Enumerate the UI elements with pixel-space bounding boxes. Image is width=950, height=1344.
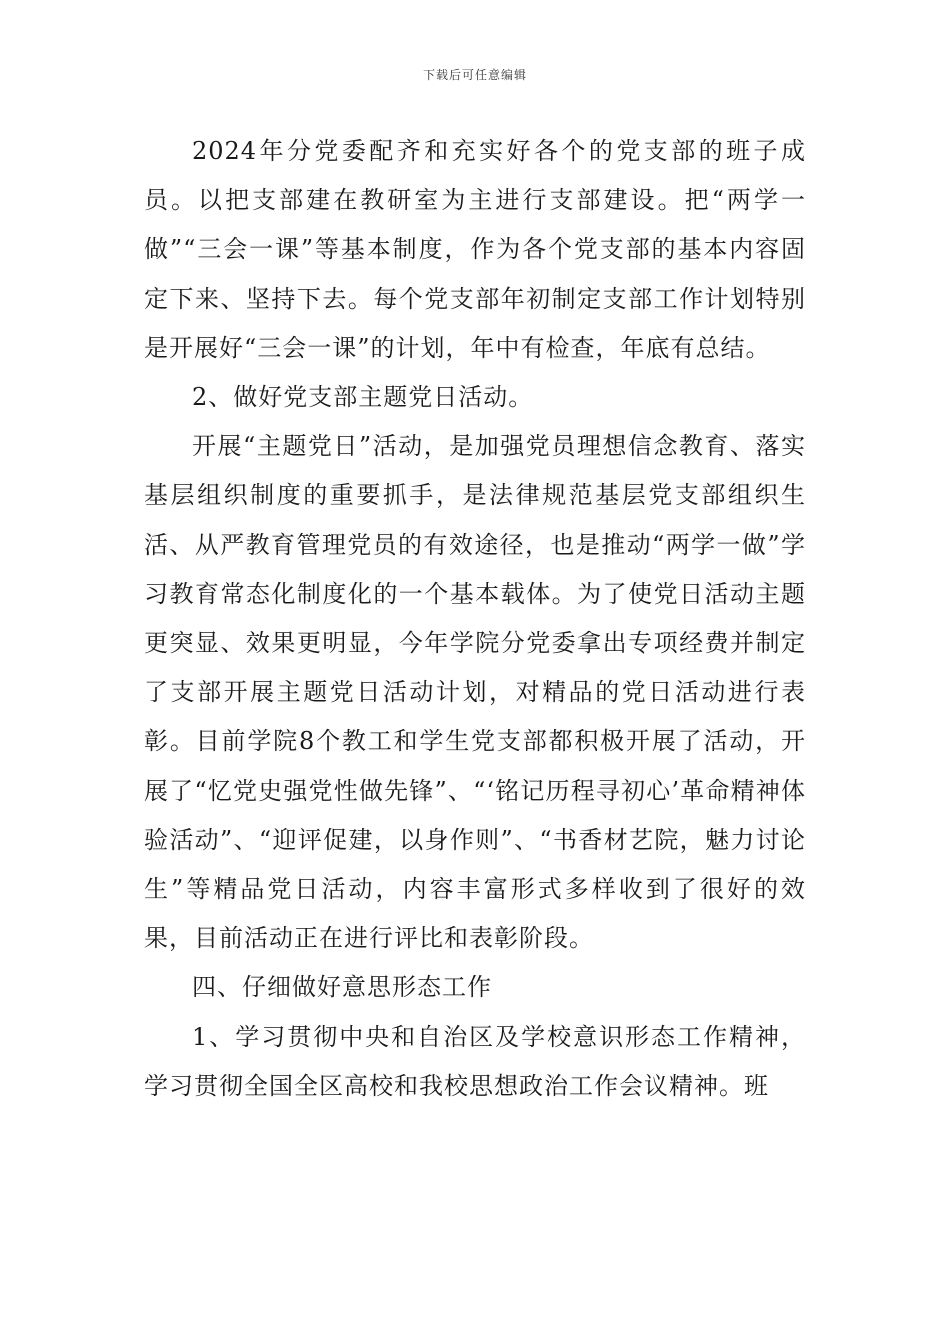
paragraph-party-day-activities: 开展“主题党日”活动，是加强党员理想信念教育、落实基层组织制度的重要抓手，是法律规范基层党支部组织生活、从严教育管理党员的有效途径，也是推动“两学一做”学习教育常态化制度化的一个基本载体。为了使党日活动主题更突显、效果更明显，今年学院分党委拿出专项经费并制定了支部开展主题党日活动计划，对精品的党日活动进行表彰。目前学院8个教工和学生党支部都积极开展了活动，开展了“忆党史强党性做先锋”、“‘铭记历程寻初心’革命精神体验活动”、“迎评促建，以身作则”、“书香材艺院，魅力讨论生”等精品党日活动，内容丰富形式多样收到了很好的效果，目前活动正在进行评比和表彰阶段。 xyxy=(144,432,806,953)
document-body xyxy=(144,127,806,1111)
paragraph-heading-party-day: 2、做好党支部主题党日活动。 xyxy=(192,383,534,412)
paragraph-branch-setup: 2024年分党委配齐和充实好各个的党支部的班子成员。以把支部建在教研室为主进行支部建设。把“两学一做”“三会一课”等基本制度，作为各个党支部的基本内容固定下来、坚持下去。每个党支部年初制定支部工作计划特别是开展好“三会一课”的计划，年中有检查，年底有总结。 xyxy=(144,137,806,362)
paragraph-heading-ideology: 四、仔细做好意思形态工作 xyxy=(192,973,492,1002)
page-header: 下载后可任意编辑 xyxy=(422,68,527,82)
paragraph-ideology-study: 1、学习贯彻中央和自治区及学校意识形态工作精神，学习贯彻全国全区高校和我校思想政治工作会议精神。班 xyxy=(144,1022,806,1100)
